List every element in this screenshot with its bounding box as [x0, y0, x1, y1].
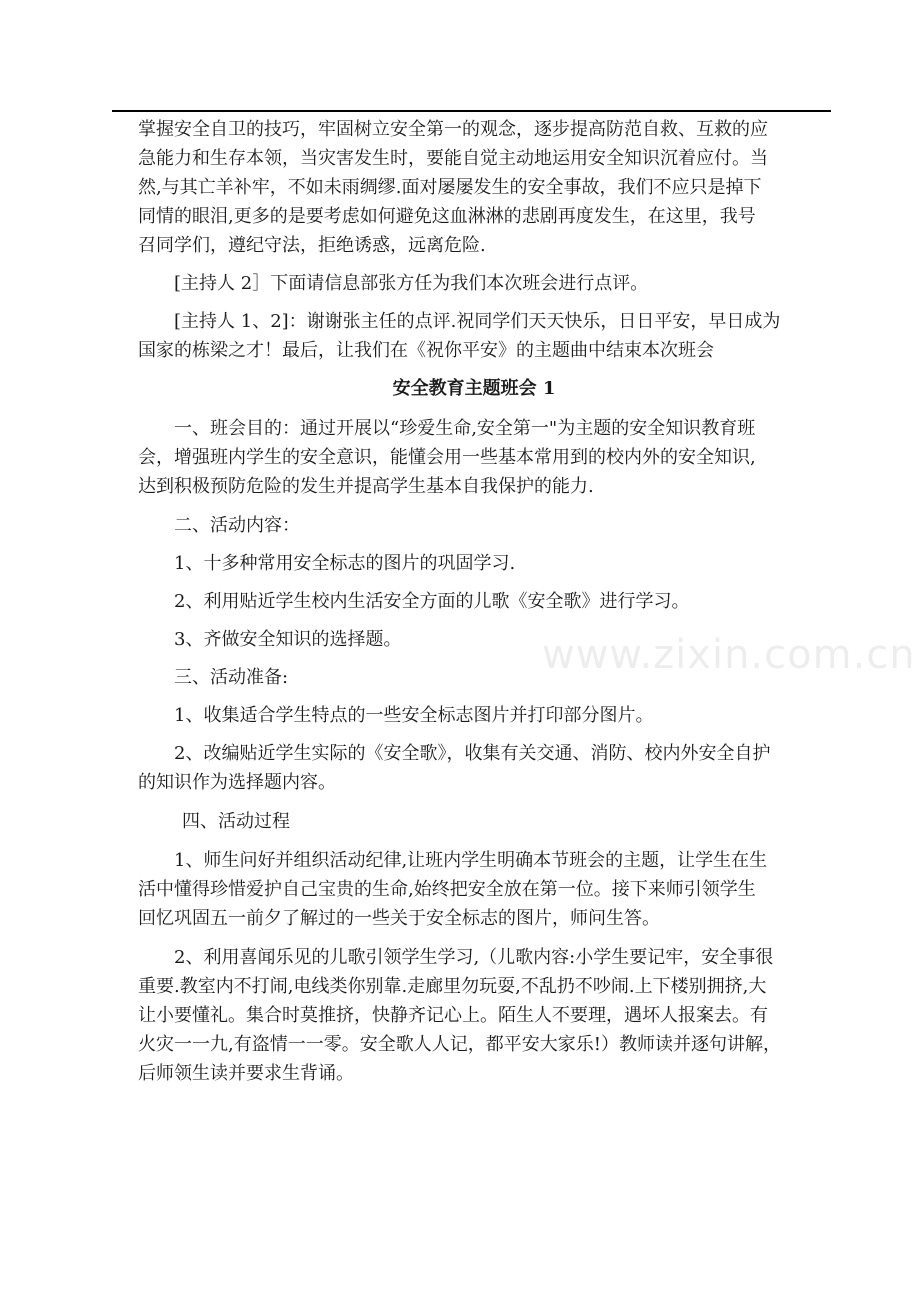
- process-item: [138, 943, 786, 1088]
- text-line: 2、改编贴近学生实际的《安全歌》，收集有关交通、消防、校内外安全自护: [174, 743, 771, 764]
- text-line: 达到积极预防危险的发生并提高学生基本自我保护的能力.: [138, 476, 594, 497]
- text-line: 二、活动内容：: [174, 515, 300, 536]
- text-line: 的知识作为选择题内容。: [138, 772, 336, 793]
- text-line: 四、活动过程: [182, 811, 290, 832]
- text-line: 召同学们，遵纪守法，拒绝诱惑，远离危险.: [138, 235, 486, 256]
- intro-paragraph: [138, 115, 786, 260]
- host12-paragraph: [138, 307, 786, 365]
- text-line: 回忆巩固五一前夕了解过的一些关于安全标志的图片，师问生答。: [138, 908, 660, 929]
- text-line: 三、活动准备:: [174, 667, 289, 688]
- text-line: 让小要懂礼。集合时莫推挤，快静齐记心上。陌生人不要理，遇坏人报案去。有: [138, 1005, 768, 1026]
- text-line: 同情的眼泪,更多的是要考虑如何避免这血淋淋的悲剧再度发生，在这里，我号: [138, 206, 756, 227]
- process-heading: [138, 807, 786, 836]
- text-line: 会，增强班内学生的安全意识，能懂会用一些基本常用到的校内外的安全知识,: [138, 447, 756, 468]
- text-line: 后师领生读并要求生背诵。: [138, 1063, 354, 1084]
- text-line: [主持人 1、2]：谢谢张主任的点评.祝同学们天天快乐，日日平安，早日成为: [174, 311, 781, 332]
- document-body: [138, 115, 786, 1088]
- content-item: [138, 549, 786, 578]
- text-line: 2、利用贴近学生校内生活安全方面的儿歌《安全歌》进行学习。: [174, 591, 690, 612]
- text-line: 1、师生问好并组织活动纪律,让班内学生明确本节班会的主题，让学生在生: [174, 850, 768, 871]
- text-line: 活中懂得珍惜爱护自己宝贵的生命,始终把安全放在第一位。接下来师引领学生: [138, 879, 756, 900]
- text-line: 火灾一一九,有盗情一一零。安全歌人人记，都平安大家乐!）教师读并逐句讲解，: [138, 1034, 781, 1055]
- text-line: 国家的栋梁之才！最后，让我们在《祝你平安》的主题曲中结束本次班会: [138, 340, 714, 361]
- text-line: 掌握安全自卫的技巧，牢固树立安全第一的观念，逐步提高防范自救、互救的应: [138, 119, 768, 140]
- prep-item: [138, 701, 786, 730]
- host2-paragraph: [138, 269, 786, 298]
- content-item: [138, 587, 786, 616]
- section-title: 安全教育主题班会 1: [392, 378, 556, 399]
- text-line: 1、收集适合学生特点的一些安全标志图片并打印部分图片。: [174, 705, 654, 726]
- content-heading: [138, 511, 786, 540]
- text-line: 3、齐做安全知识的选择题。: [174, 629, 402, 650]
- text-line: [主持人 2］下面请信息部张方任为我们本次班会进行点评。: [174, 273, 649, 294]
- process-item: [138, 846, 786, 933]
- text-line: 重要.教室内不打闹,电线类你别靠.走廊里勿玩耍,不乱扔不吵闹.上下楼别拥挤,大: [138, 976, 767, 997]
- text-line: 急能力和生存本领，当灾害发生时，要能自觉主动地运用安全知识沉着应付。当: [138, 148, 768, 169]
- content-item: [138, 625, 786, 654]
- prep-item: [138, 739, 786, 797]
- prep-heading: [138, 663, 786, 692]
- text-line: 2、利用喜闻乐见的儿歌引领学生学习,（儿歌内容:小学生要记牢，安全事很: [174, 947, 774, 968]
- text-line: 一、班会目的：通过开展以“珍爱生命,安全第一"为主题的安全知识教育班: [174, 418, 756, 439]
- watermark: www.zixin.com.cn: [542, 632, 916, 678]
- purpose-paragraph: [138, 414, 786, 501]
- text-line: 1、十多种常用安全标志的图片的巩固学习.: [174, 553, 516, 574]
- header-rule: [112, 110, 831, 112]
- text-line: 然,与其亡羊补牢，不如未雨绸缪.面对屡屡发生的安全事故，我们不应只是掉下: [138, 177, 762, 198]
